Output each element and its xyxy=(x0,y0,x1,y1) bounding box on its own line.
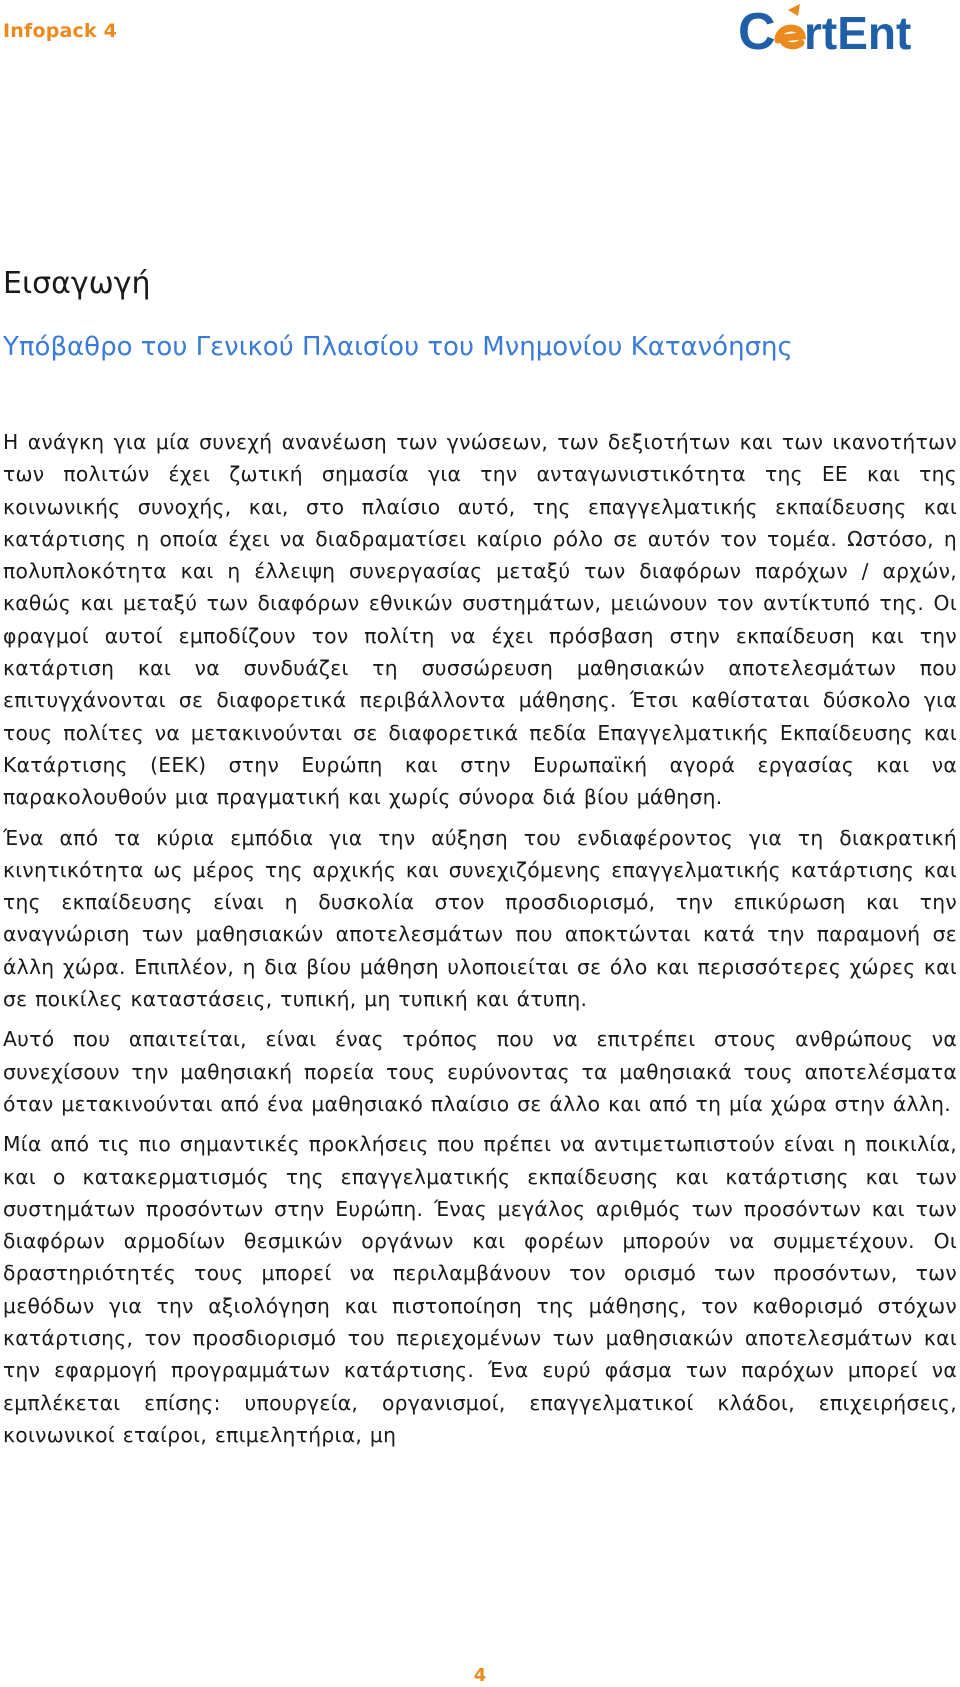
logo-e-mark xyxy=(778,4,802,46)
svg-text:rtEnt: rtEnt xyxy=(804,7,912,59)
paragraph: Μία από τις πιο σημαντικές προκλήσεις που πρέπει να αντιμετωπιστούν είναι η ποικιλία, και ο κατακερματισμός της επαγγελματικής εκπαίδευσης και κατάρτισης και των συστημάτων προσόντων στην Ευρώπη. Ένας μεγάλος αριθμός των προσόντων και των διαφόρων αρμοδίων θεσμικών οργάνων και φορέων μπορούν να συμμετέχουν. Οι δραστηριότητές τους μπορεί να περιλαμβάνουν τον ορισμό των προσόντων, των μεθόδων για την αξιολόγηση και πιστοποίηση της μάθησης, τον καθορισμό στόχων κατάρτισης, τον προσδιορισμό του περιεχομένων των μαθησιακών αποτελεσμάτων και την εφαρμογή προγραμμάτων κατάρτισης. Ένα ευρύ φάσμα των παρόχων μπορεί να εμπλέκεται επίσης: υπουργεία, οργανισμοί, επαγγελματικοί κλάδοι, επιχειρήσεις, κοινωνικοί εταίροι, επιμελητήρια, μη xyxy=(3,1132,957,1447)
paragraph: Η ανάγκη για μία συνεχή ανανέωση των γνώσεων, των δεξιοτήτων και των ικανοτήτων των πολιτών έχει ζωτική σημασία για την ανταγωνιστικότητα της ΕΕ και της κοινωνικής συνοχής, και, στο πλαίσιο αυτό, της επαγγελματικής εκπαίδευσης και κατάρτισης η οποία έχει να διαδραματίσει καίριο ρόλο σε αυτόν τον τομέα. Ωστόσο, η πολυπλοκότητα και η έλλειψη συνεργασίας μεταξύ των διαφόρων παρόχων / αρχών, καθώς και μεταξύ των διαφόρων εθνικών συστημάτων, μειώνουν τον αντίκτυπό της. Οι φραγμοί αυτοί εμποδίζουν τον πολίτη να έχει πρόσβαση στην εκπαίδευση και την κατάρτιση και να συνδυάζει τη συσσώρευση μαθησιακών αποτελεσμάτων που επιτυγχάνονται σε διαφορετικά περιβάλλοντα μάθησης. Έτσι καθίσταται δύσκολο για τους πολίτες να μετακινούνται σε διαφορετικά πεδία Επαγγελματικής Εκπαίδευσης και Κατάρτισης (ΕΕΚ) στην Ευρώπη και στην Ευρωπαϊκή αγορά εργασίας και να παρακολουθούν μια πραγματική και χωρίς σύνορα διά βίου μάθηση. xyxy=(3,430,957,810)
paragraph: Ένα από τα κύρια εμπόδια για την αύξηση του ενδιαφέροντος για τη διακρατική κινητικότητα ως μέρος της αρχικής και συνεχιζόμενης επαγγελματικής κατάρτισης και της εκπαίδευσης είναι η δυσκολία στον προσδιορισμό, την επικύρωση και την αναγνώριση των μαθησιακών αποτελεσμάτων που αποκτώνται κατά την παραμονή σε άλλη χώρα. Επιπλέον, η δια βίου μάθηση υλοποιείται σε όλο και περισσότερες χώρες και σε ποικίλες καταστάσεις, τυπική, μη τυπική και άτυπη. xyxy=(3,825,957,1012)
section-subtitle: Υπόβαθρο του Γενικού Πλαισίου του Μνημονίου Κατανόησης xyxy=(3,332,793,362)
section-title: Εισαγωγή xyxy=(3,266,151,301)
certent-logo xyxy=(738,2,946,62)
body-text xyxy=(3,426,957,1459)
page-number: 4 xyxy=(473,1665,487,1686)
paragraph: Αυτό που απαιτείται, είναι ένας τρόπος που να επιτρέπει στους ανθρώπους να συνεχίσουν την μαθησιακή πορεία τους ευρύνοντας τα μαθησιακά τους αποτελέσματα όταν μετακινούνται από ένα μαθησιακό πλαίσιο σε άλλο και από τη μία χώρα στην άλλη. xyxy=(3,1027,957,1116)
svg-text:C: C xyxy=(738,3,776,61)
infopack-label: Infopack 4 xyxy=(3,20,118,42)
